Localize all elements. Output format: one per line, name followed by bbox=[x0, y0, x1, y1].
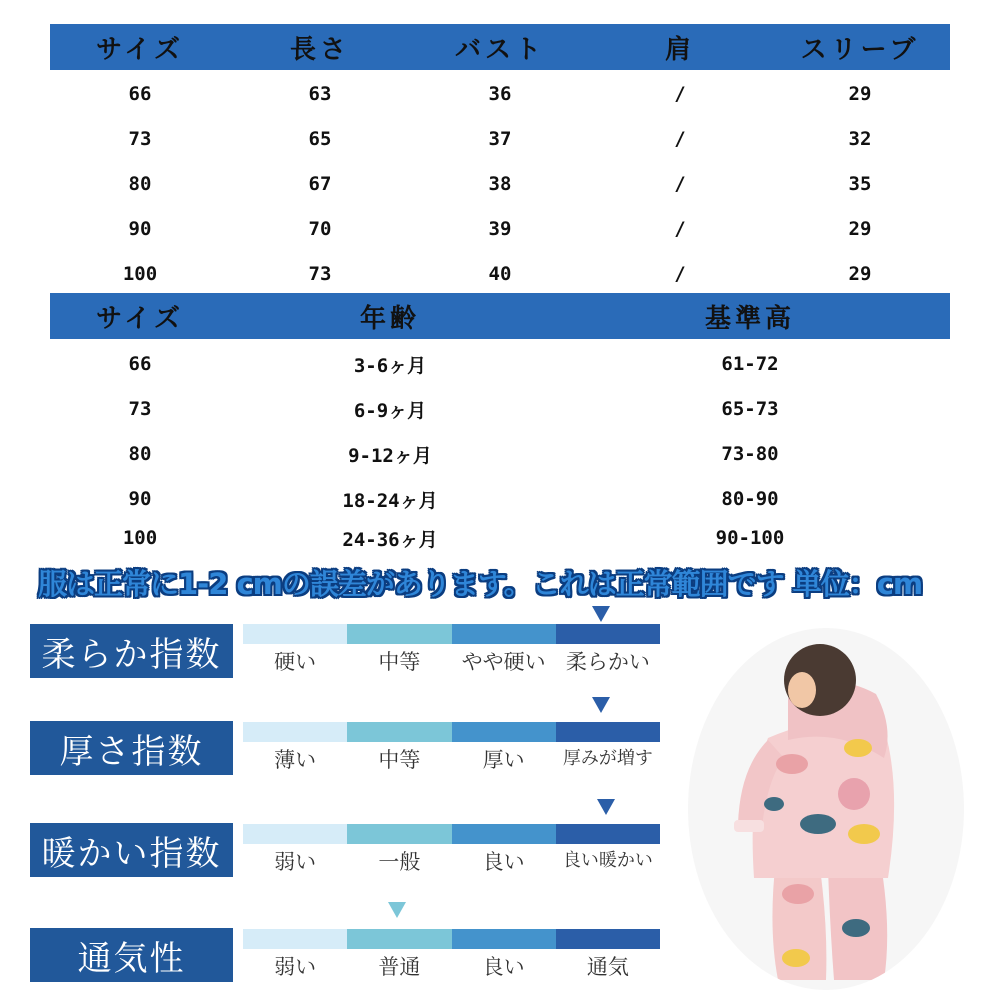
cell: / bbox=[674, 173, 686, 195]
cell: 9-12ヶ月 bbox=[348, 444, 432, 467]
size-table-header bbox=[50, 24, 950, 70]
baby-snowsuit-illustration bbox=[688, 628, 964, 990]
level-label: 中等 bbox=[378, 748, 421, 772]
scale-segment bbox=[347, 929, 451, 949]
level-label: 中等 bbox=[378, 650, 421, 674]
table-row bbox=[50, 349, 950, 379]
cell: 73-80 bbox=[721, 443, 779, 465]
level-label: 弱い bbox=[274, 850, 317, 874]
header-height: 基準高 bbox=[704, 303, 795, 334]
cell: 100 bbox=[122, 263, 158, 285]
scale-segment bbox=[243, 624, 347, 644]
selected-level-marker-icon bbox=[592, 606, 610, 622]
note-text: 服は正常に1-2 cmの誤差があります。これは正常範囲です bbox=[38, 567, 784, 601]
cell: 80 bbox=[128, 173, 152, 195]
cell: 32 bbox=[848, 128, 872, 150]
cell: 90 bbox=[128, 488, 152, 510]
cell: 73 bbox=[128, 398, 152, 420]
table-row bbox=[50, 484, 950, 514]
breathability-levels bbox=[243, 951, 660, 981]
cell: 39 bbox=[488, 218, 512, 240]
cell: 40 bbox=[488, 263, 512, 285]
header-shoulder: 肩 bbox=[664, 34, 695, 65]
softness-index-label: 柔らか指数 bbox=[30, 624, 233, 678]
level-label: 普通 bbox=[378, 955, 421, 979]
cell: / bbox=[674, 263, 686, 285]
level-label: 一般 bbox=[378, 850, 421, 874]
table-row bbox=[50, 79, 950, 109]
table-row bbox=[50, 214, 950, 244]
cell: 36 bbox=[488, 83, 512, 105]
warmth-levels bbox=[243, 846, 660, 876]
cell: 100 bbox=[122, 527, 158, 549]
cell: 38 bbox=[488, 173, 512, 195]
header-sleeve: スリーブ bbox=[800, 34, 920, 65]
size-tolerance-note bbox=[38, 562, 978, 603]
cell: 70 bbox=[308, 218, 332, 240]
level-label: 硬い bbox=[274, 650, 317, 674]
scale-segment bbox=[243, 722, 347, 742]
cell: 65 bbox=[308, 128, 332, 150]
table-row bbox=[50, 523, 950, 553]
scale-segment bbox=[347, 824, 451, 844]
selected-level-marker-icon bbox=[388, 902, 406, 918]
header-length: 長さ bbox=[289, 34, 350, 65]
cell: 24-36ヶ月 bbox=[342, 528, 438, 551]
table-row bbox=[50, 169, 950, 199]
breathability-index-label: 通気性 bbox=[30, 928, 233, 982]
level-label: やや硬い bbox=[461, 650, 546, 674]
scale-segment bbox=[347, 624, 451, 644]
table-row bbox=[50, 394, 950, 424]
level-label: 良い暖かい bbox=[562, 850, 653, 871]
cell: 29 bbox=[848, 263, 872, 285]
level-label: 厚みが増す bbox=[562, 748, 653, 769]
warmth-scale-bar bbox=[243, 824, 660, 844]
header-age: 年齢 bbox=[359, 303, 420, 334]
cell: 63 bbox=[308, 83, 332, 105]
level-label: 厚い bbox=[482, 748, 525, 772]
level-label: 弱い bbox=[274, 955, 317, 979]
scale-segment bbox=[243, 824, 347, 844]
age-table-header bbox=[50, 293, 950, 339]
table-row bbox=[50, 439, 950, 469]
scale-segment bbox=[347, 722, 451, 742]
cell: / bbox=[674, 128, 686, 150]
selected-level-marker-icon bbox=[597, 799, 615, 815]
cell: 66 bbox=[128, 83, 152, 105]
cell: 66 bbox=[128, 353, 152, 375]
level-label: 通気 bbox=[586, 955, 629, 979]
selected-level-marker-icon bbox=[592, 697, 610, 713]
level-label: 良い bbox=[482, 955, 525, 979]
scale-segment bbox=[556, 624, 660, 644]
warmth-index-label: 暖かい指数 bbox=[30, 823, 233, 877]
scale-segment bbox=[556, 824, 660, 844]
cell: 29 bbox=[848, 83, 872, 105]
cell: 37 bbox=[488, 128, 512, 150]
scale-segment bbox=[243, 929, 347, 949]
cell: 6-9ヶ月 bbox=[353, 399, 427, 422]
scale-segment bbox=[452, 722, 556, 742]
cell: 18-24ヶ月 bbox=[342, 489, 438, 512]
thickness-scale-bar bbox=[243, 722, 660, 742]
level-label: 良い bbox=[482, 850, 525, 874]
header-bust: バスト bbox=[454, 34, 545, 65]
cell: 29 bbox=[848, 218, 872, 240]
thickness-index-label: 厚さ指数 bbox=[30, 721, 233, 775]
note-unit: 単位：cm bbox=[792, 567, 923, 601]
header-size: サイズ bbox=[96, 303, 184, 334]
cell: 90-100 bbox=[715, 527, 785, 549]
scale-segment bbox=[556, 929, 660, 949]
cell: 67 bbox=[308, 173, 332, 195]
cell: 73 bbox=[128, 128, 152, 150]
breathability-scale-bar bbox=[243, 929, 660, 949]
scale-segment bbox=[556, 722, 660, 742]
scale-segment bbox=[452, 929, 556, 949]
cell: 3-6ヶ月 bbox=[353, 354, 427, 377]
thickness-levels bbox=[243, 744, 660, 774]
softness-scale-bar bbox=[243, 624, 660, 644]
cell: 65-73 bbox=[721, 398, 779, 420]
cell: 35 bbox=[848, 173, 872, 195]
scale-segment bbox=[452, 824, 556, 844]
level-label: 薄い bbox=[274, 748, 317, 772]
softness-levels bbox=[243, 646, 660, 676]
table-row bbox=[50, 124, 950, 154]
product-photo bbox=[688, 628, 964, 990]
scale-segment bbox=[452, 624, 556, 644]
level-label: 柔らかい bbox=[565, 650, 650, 674]
header-size: サイズ bbox=[96, 34, 184, 65]
cell: 80-90 bbox=[721, 488, 779, 510]
cell: / bbox=[674, 218, 686, 240]
cell: 90 bbox=[128, 218, 152, 240]
cell: 80 bbox=[128, 443, 152, 465]
cell: / bbox=[674, 83, 686, 105]
cell: 61-72 bbox=[721, 353, 779, 375]
cell: 73 bbox=[308, 263, 332, 285]
table-row bbox=[50, 259, 950, 289]
